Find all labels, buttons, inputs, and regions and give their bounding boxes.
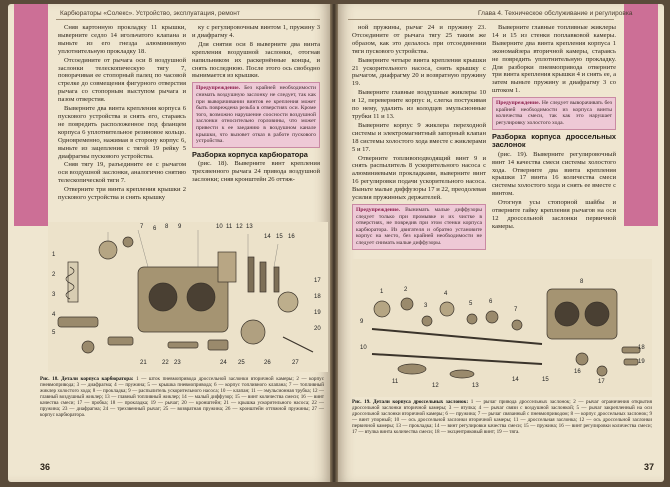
note-text: Без крайней необходимости снимать воздушную заслонку не следует, так как при выворачивании винтов ее крепления может быть повреждена резьба в отверстиях оси. Кроме того, возможно нарушение соосности воздушной заслонки относительно горловины, что может привести к ее заеданию в воздушном канале крышки, что вызовет отказ в работе пускового устройства. — [196, 85, 316, 145]
running-header-left: Карбюраторы «Солекс». Устройство, эксплуатация, ремонт — [60, 10, 240, 17]
chapter-tab-left — [14, 4, 48, 226]
warning-note — [352, 204, 486, 250]
note-label: Предупреждение. — [356, 206, 401, 213]
callout: 11 — [392, 379, 399, 385]
callout: 10 — [360, 345, 367, 351]
callout: 7 — [514, 307, 518, 313]
callout: 16 — [574, 369, 581, 375]
callout: 10 — [216, 224, 223, 230]
paragraph: Выверните два винта крепления корпуса 6 пускового устройства и снять его, стараясь не повредить расположенное под фланцем корпуса 6 уплотнительное резиновое кольцо. Одновременно, нажимая в сторону корпус 6, выньте из зацепления с тягой 19 рейку 5 диафрагмы пускового устройства. — [58, 105, 186, 160]
warning-note — [192, 82, 320, 147]
paragraph: Сняв картонную прокладку 11 крышки, выверните седло 14 игольчатого клапана и выньте из его гнезда алюминиевую уплотнительную прокладку 18. — [58, 24, 186, 55]
callout: 17 — [598, 379, 605, 385]
callout: 5 — [52, 330, 56, 336]
callout: 9 — [178, 224, 182, 230]
callout: 1 — [380, 289, 384, 295]
note-text: Вынимать малые диффузоры следует только при промывке и их чистке в отверстиях, не повредив при этом стенки корпуса карбюратора. Из двигателя и обратно установите корпус на место, без крайней необходимости не следует снимать малые диффузоры. — [356, 206, 482, 246]
callout: 23 — [174, 360, 181, 366]
figure-18-callouts — [48, 222, 328, 372]
text-column-right-1 — [352, 24, 486, 253]
paragraph: Выверните четыре винта крепления крышки 21 ускорительного насоса, снять крышку с рычагом, диафрагму 20 и возвратную пружину 19. — [352, 56, 486, 88]
note-label: Предупреждение. — [496, 100, 541, 107]
callout: 2 — [404, 287, 408, 293]
paragraph: (рис. 19). Выверните регулировочный винт 14 качества смеси системы холостого хода. Отверните два винта крепления крышки 17 винта 16 количества смеси системы холостого хода и снять ее вместе с винтом. — [492, 150, 616, 198]
callout: 26 — [264, 360, 271, 366]
text-column-left-1 — [58, 24, 186, 203]
callout: 12 — [236, 224, 243, 230]
page-left — [8, 4, 330, 482]
chapter-tab-right — [624, 4, 658, 226]
section-heading: Разборка корпуса дроссельных заслонок — [492, 131, 616, 150]
callout: 5 — [469, 301, 473, 307]
paragraph: Выверните главные воздушные жиклеры 10 и 12, переверните корпус и, слегка постукивая по нему, удалить из колодцев эмульсионные трубки 11 и 13. — [352, 89, 486, 120]
callout: 13 — [246, 224, 253, 230]
paragraph: Отверните топливоподводящий винт 9 и снять распылитель 8 ускорительного насоса с алюминиевыми прокладками, выверните винт 16 регулировки подачи ускорительного насоса. Выньте малые диффузоры 17 и 22, преодолевая усилия пружинных держателей. — [352, 154, 486, 202]
callout: 16 — [288, 234, 295, 240]
text-column-left-2 — [192, 24, 320, 185]
callout: 24 — [220, 360, 227, 366]
page-number-right: 37 — [643, 462, 654, 472]
header-rule-left — [56, 19, 320, 20]
callout: 8 — [580, 279, 584, 285]
book-spread — [8, 4, 664, 482]
callout: 2 — [52, 272, 56, 278]
figure-19-caption — [352, 399, 652, 435]
callout: 12 — [432, 383, 439, 389]
paragraph: Для снятия оси 8 выверните два винта крепления воздушной заслонки, отогнав напильником их раскернённые концы, и снять последнюю. После этого ось свободно вынимается из крышки. — [192, 40, 320, 80]
callout: 1 — [52, 252, 56, 258]
callout: 20 — [314, 326, 321, 332]
callout: 25 — [238, 360, 245, 366]
caption-text: 1 — шток пневмопривода дроссельной заслонки вторичной камеры; 2 — корпус пневмопривода; 3 — диафрагма; 4 — пружина; 5 — крышка пневмопривода; 6 — корпус топливного клапана; 7 — топливный жиклер холостого хода; 8 — прокладка; 9 — распылитель ускорительного насоса; 10 — клапан; 11 — эмульсионная трубка; 12 — главный воздушный жиклер; 13 — главный топливный жиклер; 14 — малый диффузор; 15 — винт количества смеси; 16 — винт качества смеси; 17 — пробка; 18 — прокладка; 19 — рычаг; 20 — кронштейн; 21 — крышка ускорительного насоса; 22 — пружина; 23 — диафрагма; 24 — трехзвенный рычаг; 25 — возвратная пружина; 26 — кронштейн оттяжной пружины; 27 — корпус карбюратора. — [40, 376, 324, 418]
page-right — [338, 4, 664, 482]
paragraph: (рис. 18). Выверните винт крепления трехзвенного рычага 24 привода воздушной заслонки; сняв кронштейн 26 оттяж- — [192, 160, 320, 184]
callout: 13 — [472, 383, 479, 389]
page-number-left: 36 — [40, 462, 51, 472]
callout: 6 — [153, 226, 157, 232]
callout: 3 — [424, 303, 428, 309]
figure-18-caption — [40, 376, 324, 418]
callout: 8 — [165, 224, 169, 230]
caption-text: 1 — рычаг привода дроссельных заслонок; 2 — рычаг ограничения открытия дроссельной заслонки вторичной камеры; 3 — втулка; 4 — рычаг связи с воздушной заслонкой; 5 — рычаг закрепленный на оси дроссельной заслонки вторичной камеры; 6 — пружина; 7 — рычаг связанный с пневмоприводом; 8 — корпус дроссельных заслонок; 9 — винт упорный; 10 — ось дроссельной заслонки вторичной камеры; 11 — дроссельная заслонка; 12 — ось дроссельной заслонки первичной камеры; 13 — прокладка; 14 — винт регулировки качества смеси; 15 — пружина; 16 — винт регулировки количества смеси; 17 — втулка винта количества смеси; 18 — эксцентриковый винт; 19 — тяга. — [352, 399, 652, 435]
callout: 6 — [489, 299, 493, 305]
text-column-right-2 — [492, 24, 616, 232]
callout: 18 — [314, 294, 321, 300]
callout: 14 — [264, 234, 271, 240]
figure-19-callouts — [352, 259, 652, 397]
section-heading: Разборка корпуса карбюратора — [192, 149, 308, 159]
callout: 27 — [292, 360, 299, 366]
callout: 11 — [226, 224, 233, 230]
paragraph: Сняв тягу 19, разъедините ее с рычагом оси воздушной заслонки, аналогично снятию телескопической тяги 7. — [58, 161, 186, 185]
running-header-right: Глава 4. Техническое обслуживание и регулировка — [478, 10, 633, 17]
header-rule-right — [348, 19, 614, 20]
paragraph: Выверните главные топливные жиклеры 14 и 15 из стенки поплавковой камеры. Выверните два винта крепления корпуса 1 экономайзера вторичной камеры, стараясь не повредить уплотнительную прокладку. Для разборки пневмопривода отверните три винта крепления крышки 4 и снять ее, а затем выньте пружину и диафрагму 3 со штоком 1. — [492, 24, 616, 95]
paragraph: ку с регулировочным винтом 1, пружину 3 и диафрагму 4. — [192, 24, 320, 39]
callout: 17 — [314, 278, 321, 284]
callout: 14 — [512, 377, 519, 383]
paragraph: Выверните корпус 9 жиклера переходной системы и электромагнитный запорный клапан 18 системы холостого хода вместе с жиклерами 5 и 17. — [352, 121, 486, 153]
paragraph: ной пружины, рычаг 24 и пружину 23. Отсоедините от рычага тягу 25 таким же образом, как это делалось при отсоединении тяги пускового устройства. — [352, 24, 486, 55]
paragraph: Отсоедините от рычага оси 8 воздушной заслонки телескопическую тягу 7, поворачивая ее стопорный палец по часовой стрелке до совмещения фигурного отверстия рычага со стопорным выступом рычага и пазом отверстия. — [58, 56, 186, 104]
callout: 22 — [162, 360, 169, 366]
callout: 4 — [444, 291, 448, 297]
callout: 4 — [52, 312, 56, 318]
note-text: Не следует выворачивать без крайней необходимости из корпуса винты количества смеси, так как это нарушает регулировку холостого хода. — [496, 100, 612, 126]
callout: 9 — [360, 319, 364, 325]
callout: 19 — [638, 359, 645, 365]
book-gutter — [330, 4, 338, 482]
paragraph: Отверните три винта крепления крышки 2 пускового устройства и снять крышку — [58, 186, 186, 202]
caption-label: Рис. 19. Детали корпуса дроссельных заслонок: — [352, 399, 469, 405]
callout: 15 — [276, 234, 283, 240]
callout: 3 — [52, 292, 56, 298]
note-label: Предупреждение. — [196, 85, 241, 92]
paragraph: Отогнув усы стопорной шайбы и отверните гайку крепления рычагов на оси 12 дроссельной заслонки первичной камеры. — [492, 199, 616, 230]
callout: 18 — [638, 345, 645, 351]
warning-note-2 — [492, 97, 616, 129]
callout: 7 — [140, 224, 144, 230]
callout: 21 — [140, 360, 147, 366]
callout: 19 — [314, 310, 321, 316]
callout: 15 — [542, 377, 549, 383]
caption-label: Рис. 18. Детали корпуса карбюратора: — [40, 376, 134, 382]
